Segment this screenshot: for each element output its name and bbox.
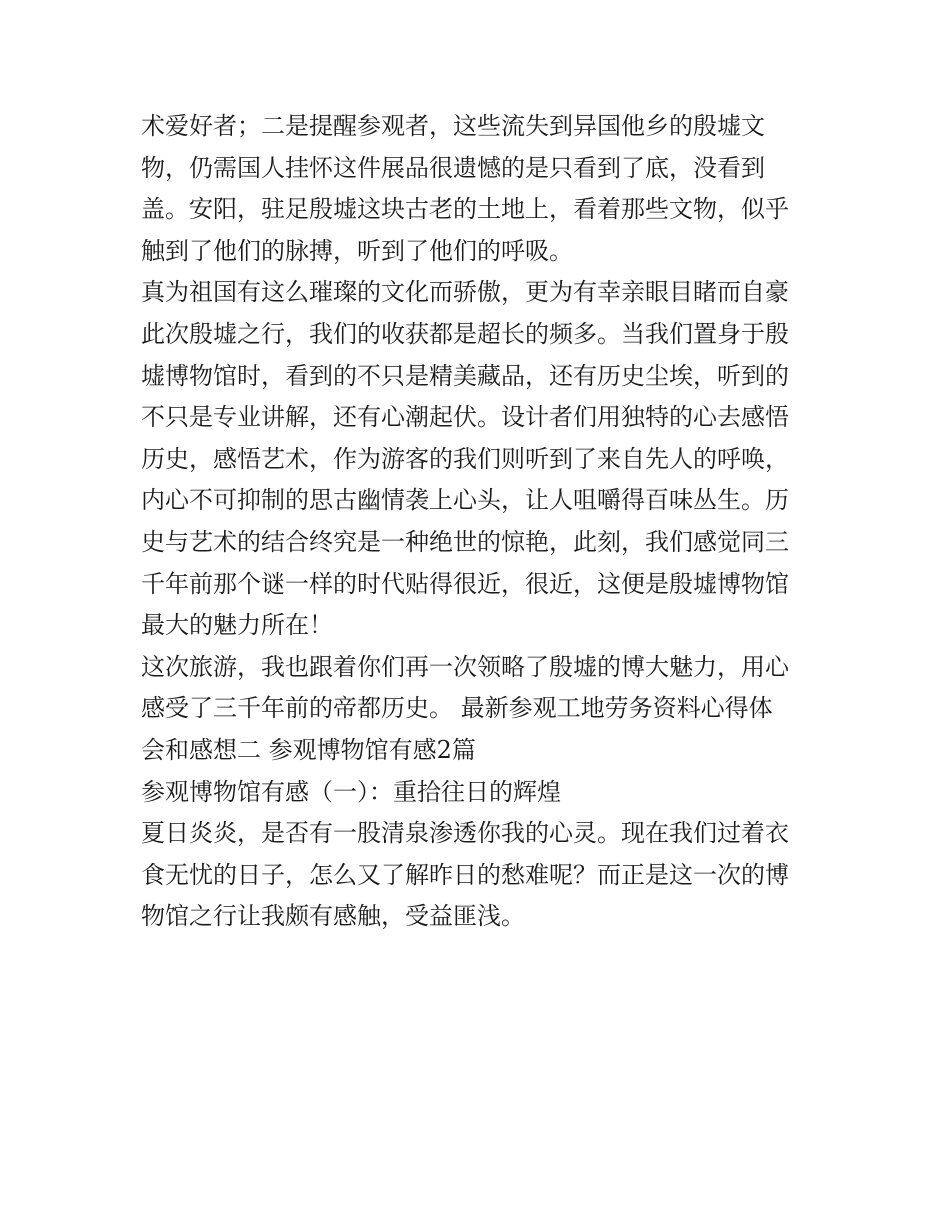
text-line: 触到了他们的脉搏，听到了他们的呼吸。 [141, 236, 573, 265]
text-line: 真为祖国有这么璀璨的文化而骄傲，更为有幸亲眼目睹而自豪 [141, 278, 789, 307]
text-line: 此次殷墟之行，我们的收获都是超长的频多。当我们置身于殷 [141, 319, 789, 348]
text-line: 盖。安阳，驻足殷墟这块古老的土地上，看着那些文物，似乎 [141, 195, 789, 224]
text-line: 千年前那个谜一样的时代贴得很近，很近，这便是殷墟博物馆 [141, 569, 789, 598]
body-text [141, 106, 821, 938]
text-line: 内心不可抑制的思古幽情袭上心头，让人咀嚼得百味丛生。历 [141, 486, 789, 515]
text-line: 食无忧的日子，怎么又了解昨日的愁难呢？而正是这一次的博 [141, 860, 789, 889]
text-line: 物，仍需国人挂怀这件展品很遗憾的是只看到了底，没看到 [141, 153, 765, 182]
text-line: 最大的魅力所在！ [141, 611, 333, 640]
text-line: 这次旅游，我也跟着你们再一次领略了殷墟的博大魅力，用心 [141, 652, 789, 681]
text-line: 术爱好者；二是提醒参观者，这些流失到异国他乡的殷墟文 [141, 112, 765, 140]
text-line: 会和感想二 参观博物馆有感2篇 [141, 735, 476, 764]
section-heading: 参观博物馆有感（一）：重拾往日的辉煌 [141, 777, 561, 806]
text-line: 夏日炎炎，是否有一股清泉渗透你我的心灵。现在我们过着衣 [141, 819, 789, 848]
text-line: 史与艺术的结合终究是一种绝世的惊艳，此刻，我们感觉同三 [141, 527, 789, 556]
text-line: 墟博物馆时，看到的不只是精美藏品，还有历史尘埃，听到的 [141, 361, 789, 390]
text-line: 感受了三千年前的帝都历史。 最新参观工地劳务资料心得体 [141, 694, 773, 723]
text-line: 历史，感悟艺术，作为游客的我们则听到了来自先人的呼唤， [141, 444, 789, 473]
text-line: 物馆之行让我颇有感触，受益匪浅。 [141, 902, 525, 931]
text-line: 不只是专业讲解，还有心潮起伏。设计者们用独特的心去感悟 [141, 403, 789, 432]
